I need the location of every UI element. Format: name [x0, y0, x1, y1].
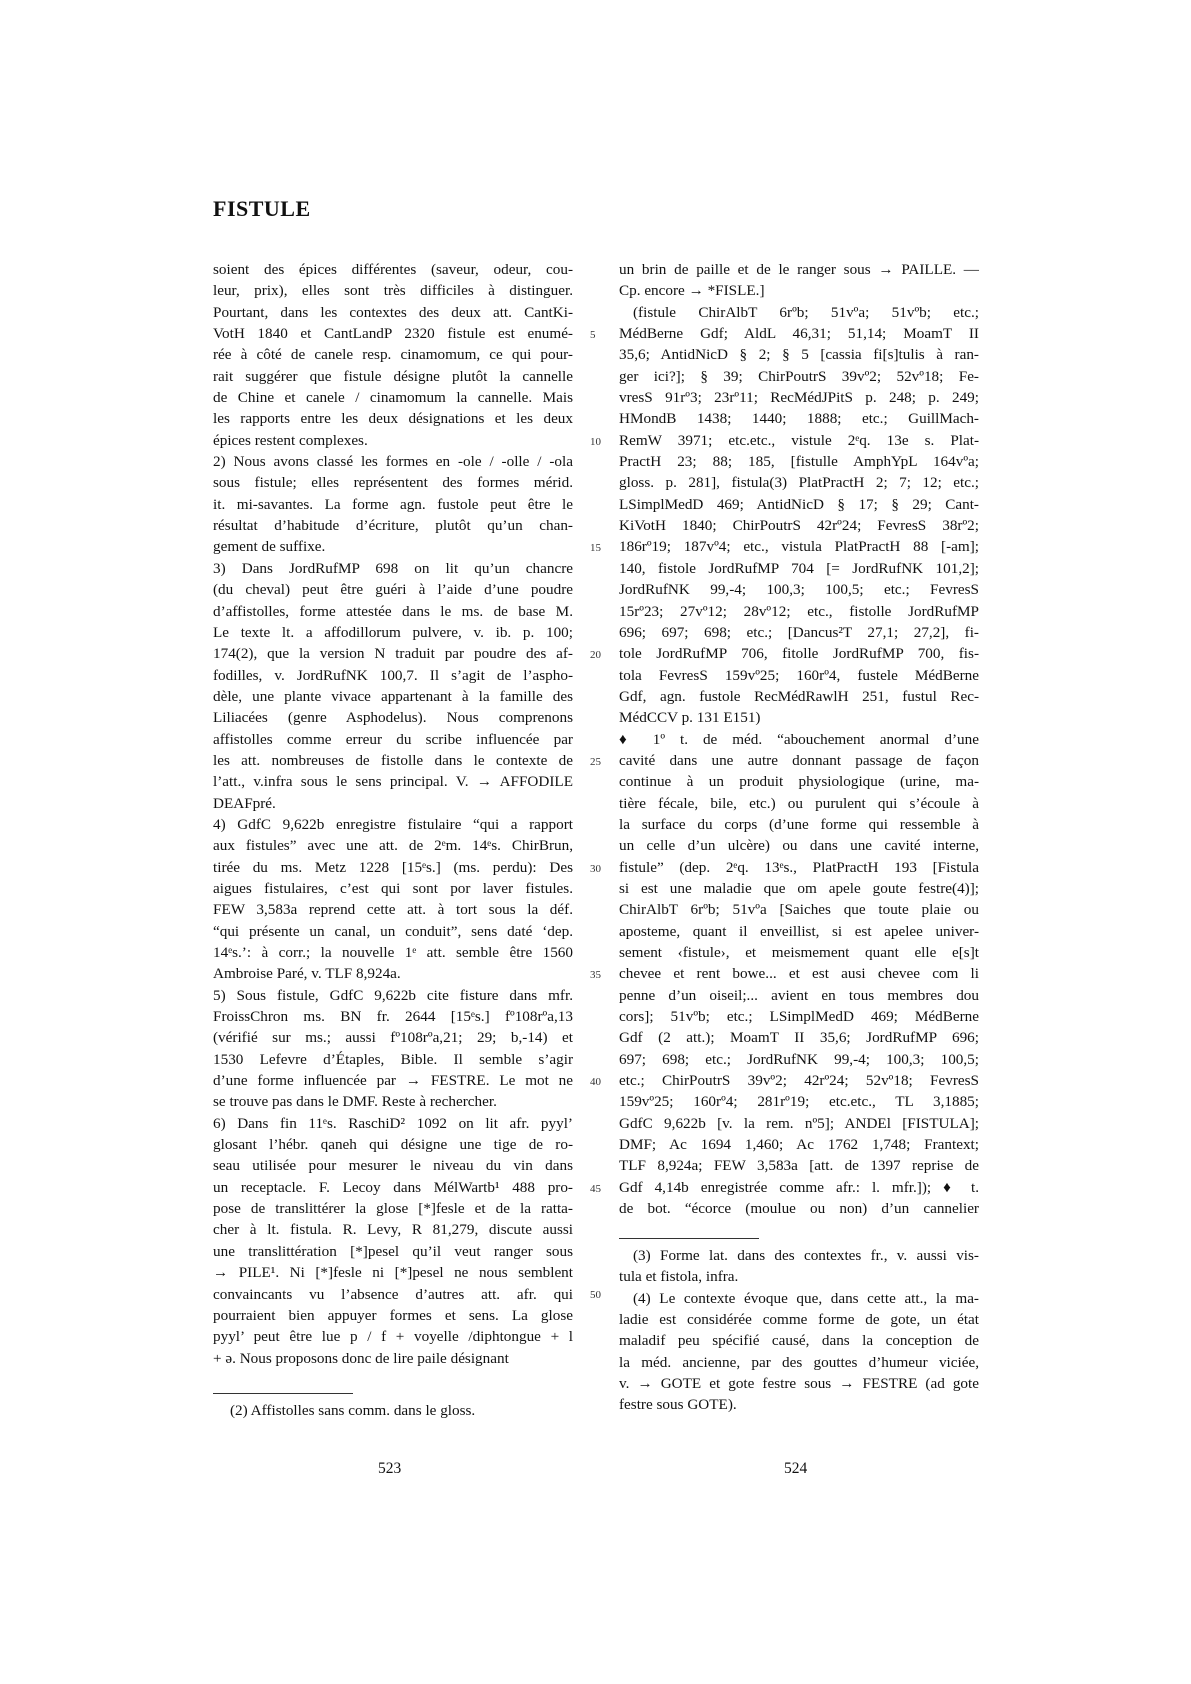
text-line: dèle, une plante vivace appartenant à la famille des [213, 687, 573, 705]
text-line: LSimplMedD 469; AntidNicD § 17; § 29; Cant- [619, 495, 979, 513]
text-line: l’att., v.infra sous le sens principal. V. → AFFODILE [213, 773, 573, 791]
text-line: ger ici?]; § 39; ChirPoutrS 39vº2; 52vº18; Fe- [619, 367, 979, 385]
line-number: 20 [590, 649, 601, 662]
text-line: (3) Forme lat. dans des contextes fr., v. aussi vis- [633, 1247, 979, 1264]
footnote-rule-left [213, 1393, 353, 1394]
text-line: gement de suffixe. [213, 538, 326, 556]
text-line: PractH 23; 88; 185, [fistulle AmphYpL 164vºa; [619, 453, 979, 471]
text-line: un celle d’un ulcère) ou dans une cavité interne, [619, 837, 979, 855]
text-line: 5) Sous fistule, GdfC 9,622b cite fisture dans mfr. [213, 986, 573, 1004]
text-line: Ambroise Paré, v. TLF 8,924a. [213, 965, 401, 983]
text-line: (fistule ChirAlbT 6rºb; 51vºa; 51vºb; etc.; [633, 303, 979, 321]
text-line: vresS 91rº3; 23rº11; RecMédJPitS p. 248; p. 249; [619, 389, 979, 407]
text-line: sement ‹fistule›, et meismement quant elle e[s]t [619, 944, 979, 961]
text-line: pourraient bien appuyer formes et sens. La glose [213, 1306, 573, 1324]
text-line: 697; 698; etc.; JordRufNK 99,-4; 100,3; 100,5; [619, 1050, 979, 1068]
line-number: 50 [590, 1289, 601, 1302]
left-column [213, 259, 573, 1369]
text-line: maladif peu spécifié causé, dans la conception de [619, 1332, 979, 1350]
line-number: 15 [590, 542, 601, 555]
text-line: d’une forme influencée par → FESTRE. Le mot ne [213, 1072, 573, 1090]
text-line: Gdf, agn. fustole RecMédRawlH 251, fustul Rec- [619, 687, 979, 705]
line-number: 45 [590, 1182, 601, 1195]
text-line: VotH 1840 et CantLandP 2320 fistule est enumé- [213, 325, 573, 343]
text-line: GdfC 9,622b [v. la rem. nº5]; ANDEl [FISTULA]; [619, 1114, 979, 1132]
text-line: rée à côté de canele resp. cinamomum, ce qui pour- [213, 346, 573, 364]
line-number: 5 [590, 329, 596, 341]
text-line: Gdf 4,14b enregistrée comme afr.: l. mfr.]); ♦ t. [619, 1178, 979, 1196]
text-line: + ə. Nous proposons donc de lire paile désignant [213, 1349, 509, 1367]
text-line: tole JordRufMP 706, fitolle JordRufMP 700, fis- [619, 645, 979, 663]
text-line: 35,6; AntidNicD § 2; § 5 [cassia fi[s]tulis à ran- [619, 346, 979, 364]
text-line: etc.; ChirPoutrS 39vº2; 42rº24; 52vº18; FevresS [619, 1072, 979, 1090]
text-line: “qui présente un canal, un conduit”, sens daté ‘dep. [213, 922, 573, 940]
line-number: 10 [590, 435, 601, 448]
text-line: la méd. ancienne, par des gouttes d’humeur viciée, [619, 1353, 979, 1371]
text-line: 186rº19; 187vº4; etc., vistula PlatPractH 88 [-am]; [619, 538, 979, 556]
text-line: 1530 Lefevre d’Étaples, Bible. Il semble s’agir [213, 1050, 573, 1068]
text-line: Pourtant, dans les contextes des deux att. CantKi- [213, 303, 573, 321]
text-line: aposteme, quant il enveillist, si est apelee univer- [619, 922, 979, 940]
text-line: 2) Nous avons classé les formes en -ole / -olle / -ola [213, 453, 573, 471]
text-line: se trouve pas dans le DMF. Reste à rechercher. [213, 1093, 497, 1111]
text-line: festre sous GOTE). [619, 1396, 737, 1414]
text-line: (vérifié sur ms.; aussi fº108rºa,21; 29; b,-14) et [213, 1029, 573, 1047]
text-line: 15rº23; 27vº12; 28vº12; etc., fistolle JordRufMP [619, 602, 979, 620]
text-line: un brin de paille et de le ranger sous → PAILLE. — [619, 261, 979, 278]
text-line: 3) Dans JordRufMP 698 on lit qu’un chancre [213, 559, 573, 577]
text-line: MédBerne Gdf; AldL 46,31; 51,14; MoamT II [619, 325, 979, 343]
text-line: de bot. “écorce (moulue ou non) d’un cannelier [619, 1200, 979, 1218]
text-line: si est une maladie que om apele goute festre(4)]; [619, 879, 979, 897]
text-line: résultat d’habitude d’écriture, plutôt qu’un chan- [213, 517, 573, 535]
text-line: 159vº25; 160rº4; 281rº19; etc.etc., TL 3,1885; [619, 1093, 979, 1111]
text-line: MédCCV p. 131 E151) [619, 709, 761, 727]
text-line: aux fistules” avec une att. de 2ᵉm. 14ᵉs. ChirBrun, [213, 837, 573, 855]
text-line: JordRufNK 99,-4; 100,3; 100,5; etc.; FevresS [619, 581, 979, 599]
text-line: les att. nombreuses de fistolle dans le contexte de [213, 751, 573, 769]
text-line: 696; 697; 698; etc.; [Dancus²T 27,1; 27,2], fi- [619, 623, 979, 641]
text-line: → PILE¹. Ni [*]fesle ni [*]pesel ne nous semblent [213, 1264, 573, 1282]
text-line: aigues fistulaires, c’est qui sont por laver fistules. [213, 879, 573, 897]
text-line: d’affistolles, forme attestée dans le ms. de base M. [213, 602, 573, 620]
text-line: fodilles, v. JordRufNK 100,7. Il s’agit de l’aspho- [213, 666, 573, 684]
text-line: (du cheval) peut être guéri à l’aide d’une poudre [213, 581, 573, 599]
text-line: leur, prix), elles sont très difficiles à distinguer. [213, 282, 573, 300]
text-line: chevee et rent bowe... et est ausi chevee com li [619, 965, 979, 983]
text-line: Cp. encore → *FISLE.] [619, 282, 765, 300]
text-line: un receptacle. F. Lecoy dans MélWartb¹ 488 pro- [213, 1178, 573, 1196]
text-line: de Chine et canele / cinamomum la cannelle. Mais [213, 389, 573, 407]
text-line: sous fistule; elles représentent des formes mérid. [213, 474, 573, 492]
line-number: 40 [590, 1075, 601, 1088]
text-line: Le texte lt. a affodillorum pulvere, v. ib. p. 100; [213, 623, 573, 641]
text-line: affistolles comme erreur du scribe influencée par [213, 730, 573, 748]
page-number-left: 523 [378, 1460, 402, 1477]
text-line: cher à lt. fistula. R. Levy, R 81,279, discute aussi [213, 1221, 573, 1239]
line-number: 35 [590, 969, 601, 982]
text-line: DMF; Ac 1694 1,460; Ac 1762 1,748; Frantext; [619, 1136, 979, 1154]
text-line: tirée du ms. Metz 1228 [15ᵉs.] (ms. perdu): Des [213, 858, 573, 876]
text-line: (4) Le contexte évoque que, dans cette att., la ma- [633, 1289, 979, 1307]
text-line: gloss. p. 281], fistula(3) PlatPractH 2; 7; 12; etc.; [619, 474, 979, 492]
text-line: tula et fistola, infra. [619, 1268, 739, 1286]
text-line: convaincants vu l’absence d’autres att. afr. qui [213, 1285, 573, 1303]
line-number: 30 [590, 862, 601, 875]
text-line: ♦ 1º t. de méd. “abouchement anormal d’une [619, 730, 979, 748]
footnote-text: (2) Affistolles sans comm. dans le gloss. [230, 1402, 476, 1419]
right-footnotes [619, 1245, 979, 1416]
text-line: penne d’un oiseil;... avient en tous membres dou [619, 986, 979, 1004]
text-line: pose de translittérer la glose [*]fesle et de la ratta- [213, 1200, 573, 1218]
text-line: Gdf (2 att.); MoamT II 35,6; JordRufMP 696; [619, 1029, 979, 1047]
text-line: cavité dans une autre donnant passage de façon [619, 751, 979, 769]
text-line: 6) Dans fin 11ᵉs. RaschiD² 1092 on lit afr. pyyl’ [213, 1114, 573, 1132]
text-line: KiVotH 1840; ChirPoutrS 42rº24; FevresS 38rº2; [619, 517, 979, 535]
text-line: FroissChron ms. BN fr. 2644 [15ᵉs.] fº108rºa,13 [213, 1008, 573, 1026]
text-line: une translittération [*]pesel qu’il veut ranger sous [213, 1242, 573, 1260]
footnote-2 [230, 1400, 590, 1421]
text-line: fistule” (dep. 2ᵉq. 13ᵉs., PlatPractH 193 [Fistula [619, 858, 979, 876]
text-line: épices restent complexes. [213, 431, 368, 449]
text-line: soient des épices différentes (saveur, odeur, cou- [213, 261, 573, 278]
footnote-rule-right [619, 1238, 759, 1239]
text-line: v. → GOTE et gote festre sous → FESTRE (ad gote [619, 1375, 979, 1393]
entry-title: FISTULE [213, 196, 311, 221]
text-line: rait suggérer que fistule désigne plutôt la cannelle [213, 367, 573, 385]
text-line: 140, fistole JordRufMP 704 [= JordRufNK 101,2]; [619, 559, 979, 577]
text-line: tière fécale, bile, etc.) ou purulent qui s’écoule à [619, 794, 979, 812]
text-line: tola FevresS 159vº25; 160rº4, fustele MédBerne [619, 666, 979, 684]
text-line: it. mi-savantes. La forme agn. fustole peut être le [213, 495, 573, 513]
text-line: continue à un produit physiologique (urine, ma- [619, 773, 979, 791]
text-line: 174(2), que la version N traduit par poudre des af- [213, 645, 573, 663]
page-number-right: 524 [784, 1460, 808, 1477]
text-line: HMondB 1438; 1440; 1888; etc.; GuillMach- [619, 410, 979, 428]
text-line: Liliacées (genre Asphodelus). Nous comprenons [213, 709, 573, 727]
text-line: glosant l’hébr. qaneh qui désigne une tige de ro- [213, 1136, 573, 1154]
text-line: seau utilisée pour mesurer le niveau du vin dans [213, 1157, 573, 1175]
text-line: 14ᵉs.’: à corr.; la nouvelle 1ᵉ att. semble être 1560 [213, 944, 573, 961]
text-line: DEAFpré. [213, 794, 276, 812]
text-line: pyyl’ peut être lue p / f + voyelle /diphtongue + l [213, 1328, 573, 1346]
text-line: la surface du corps (d’une forme qui ressemble à [619, 815, 979, 833]
text-line: 4) GdfC 9,622b enregistre fistulaire “qui a rapport [213, 815, 573, 833]
text-line: les rapports entre les deux désignations et les deux [213, 410, 573, 428]
text-line: ChirAlbT 6rºb; 51vºa [Saiches que toute plaie ou [619, 901, 979, 919]
text-line: RemW 3971; etc.etc., vistule 2ᵉq. 13e s. Plat- [619, 431, 979, 449]
line-number: 25 [590, 755, 601, 768]
right-column [619, 259, 979, 1219]
text-line: cors]; 51vºb; etc.; LSimplMedD 469; MédBerne [619, 1008, 979, 1026]
text-line: FEW 3,583a reprend cette att. à tort sous la déf. [213, 901, 573, 919]
text-line: TLF 8,924a; FEW 3,583a [att. de 1397 reprise de [619, 1157, 979, 1175]
text-line: ladie est considérée comme forme de gote, un état [619, 1311, 979, 1329]
